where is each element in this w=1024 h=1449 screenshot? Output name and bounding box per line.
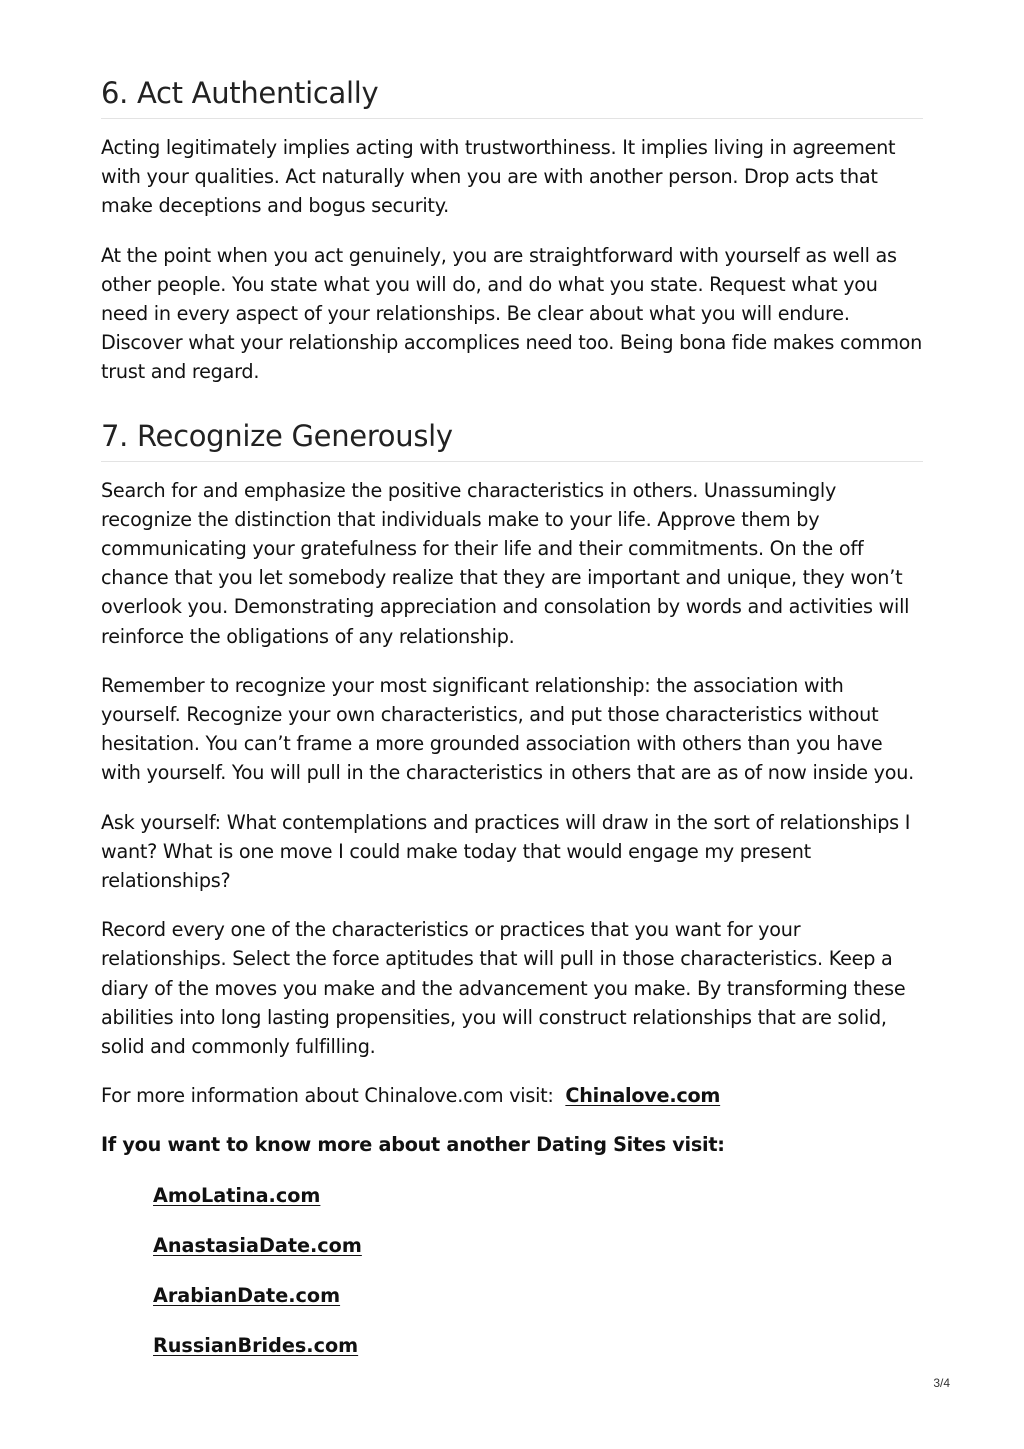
anastasiadate-link[interactable]: AnastasiaDate.com [153, 1233, 362, 1257]
list-item [153, 1231, 923, 1260]
paragraph: Ask yourself: What contemplations and practices will draw in the sort of relationships I want? What is one move I could make today that would engage my present relationships? [101, 810, 911, 893]
russianbrides-link[interactable]: RussianBrides.com [153, 1334, 359, 1358]
list-item [153, 1331, 923, 1360]
document-page [101, 74, 923, 1361]
section-recognize-generously [101, 417, 923, 1361]
paragraph: Remember to recognize your most significant relationship: the association with yourself. Recognize your own characteristics, and put those characteristics without hesitation. You can’t frame a more grounded association with others than you have with yourself. You will pull in the characteristics in others that are as of now inside you. [101, 673, 914, 785]
list-item [153, 1281, 923, 1310]
other-sites-heading: If you want to know more about another Dating Sites visit: [101, 1133, 725, 1157]
page-number: 3/4 [933, 1376, 950, 1390]
list-item [153, 1181, 923, 1210]
paragraph: At the point when you act genuinely, you are straightforward with yourself as well as other people. You state what you will do, and do what you state. Request what you need in every aspect of your relationships. Be clear about what you will endure. Discover what your relationship accomplices need too. Being bona fide makes common trust and regard. [101, 243, 923, 384]
dating-sites-list [101, 1181, 923, 1361]
more-info-text: For more information about Chinalove.com visit: [101, 1084, 554, 1108]
chinalove-link[interactable]: Chinalove.com [565, 1084, 721, 1108]
amolatina-link[interactable]: AmoLatina.com [153, 1183, 321, 1207]
paragraph: Search for and emphasize the positive characteristics in others. Unassumingly recognize the distinction that individuals make to your life. Approve them by communicating your gratefulness for their life and their commitments. On the off chance that you let somebody realize that they are important and unique, they won’t overlook you. Demonstrating appreciation and consolation by words and activities will reinforce the obligations of any relationship. [101, 478, 910, 648]
section-heading: 7. Recognize Generously [101, 417, 923, 462]
more-info-line [101, 1081, 923, 1110]
section-heading: 6. Act Authentically [101, 74, 923, 119]
arabiandate-link[interactable]: ArabianDate.com [153, 1284, 341, 1308]
paragraph: Record every one of the characteristics or practices that you want for your relationships. Select the force aptitudes that will pull in those characteristics. Keep a diary of the moves you make and the advancement you make. By transforming these abilities into long lasting propensities, you will construct relationships that are solid, solid and commonly fulfilling. [101, 918, 906, 1059]
paragraph: Acting legitimately implies acting with trustworthiness. It implies living in agreement with your qualities. Act naturally when you are with another person. Drop acts that make deceptions and bogus security. [101, 136, 896, 218]
section-act-authentically [101, 74, 923, 387]
